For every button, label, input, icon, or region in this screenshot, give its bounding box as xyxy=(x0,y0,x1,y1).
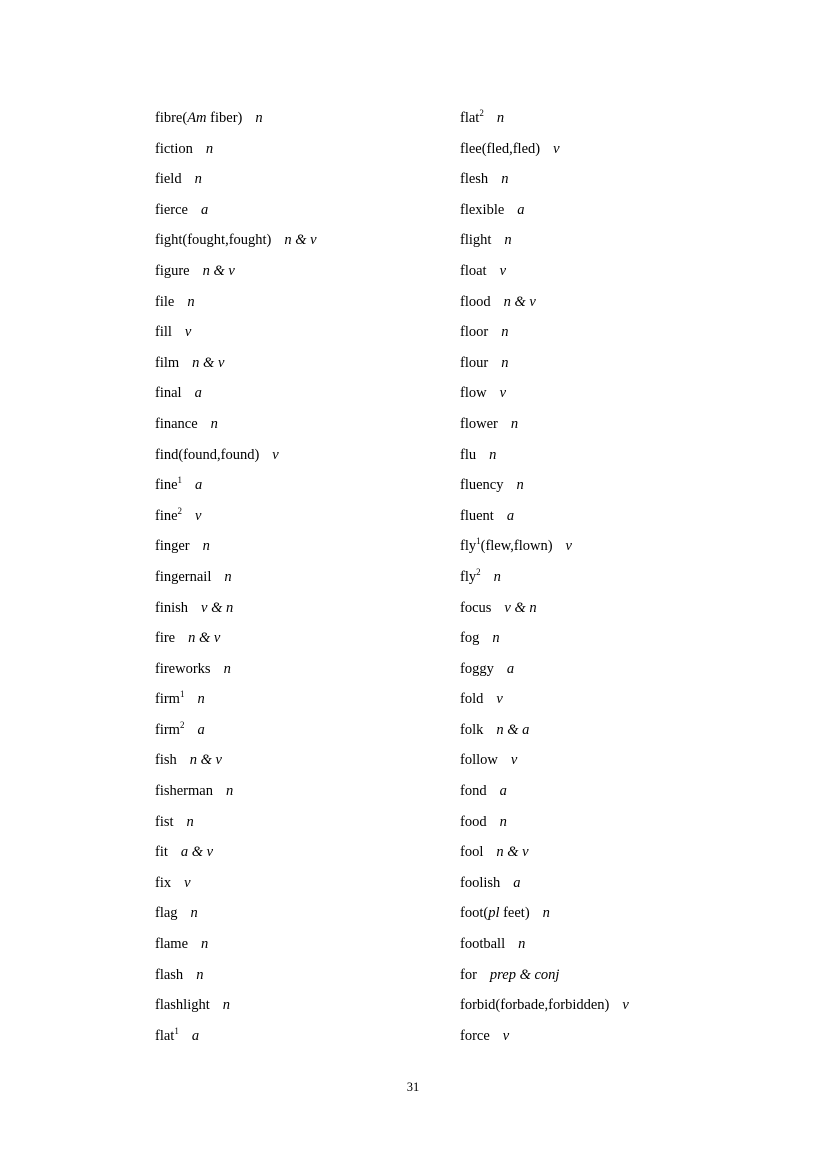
entry-word xyxy=(155,1025,179,1044)
entry-word-text: football xyxy=(460,936,506,953)
entry-word xyxy=(460,202,504,218)
entry-word-text: flexible xyxy=(460,201,505,218)
word-entry xyxy=(460,841,790,872)
entry-word xyxy=(460,355,488,371)
entry-word-text: flood xyxy=(460,293,491,310)
entry-word-text: fool xyxy=(460,844,484,861)
word-list-column-left xyxy=(155,107,455,1055)
entry-word xyxy=(460,997,609,1013)
entry-word xyxy=(155,967,183,983)
entry-word xyxy=(155,263,190,279)
entry-word-text: foggy xyxy=(460,660,494,677)
entry-word-text: fly xyxy=(460,538,477,555)
word-entry xyxy=(460,138,790,169)
entry-pos: n xyxy=(202,538,210,555)
word-entry xyxy=(460,872,790,903)
entry-word xyxy=(460,508,494,524)
word-entry xyxy=(155,413,455,444)
entry-pos: n xyxy=(197,691,205,708)
entry-word-text: fist xyxy=(155,813,174,830)
entry-word xyxy=(155,630,175,646)
word-entry xyxy=(460,199,790,230)
entry-word-italic: Am xyxy=(187,110,207,126)
word-entry xyxy=(155,535,455,566)
entry-word-text: field xyxy=(155,171,182,188)
entry-word xyxy=(155,324,172,340)
entry-word-text: flash xyxy=(155,966,184,983)
entry-pos: n xyxy=(186,813,194,830)
entry-word xyxy=(460,691,483,707)
entry-word xyxy=(155,232,271,248)
word-entry xyxy=(460,597,790,628)
word-entry xyxy=(155,749,455,780)
entry-pos: v xyxy=(622,997,629,1014)
entry-word xyxy=(155,447,259,463)
entry-word xyxy=(460,538,553,554)
word-entry xyxy=(460,413,790,444)
entry-word xyxy=(460,783,487,799)
entry-superscript: 1 xyxy=(476,536,481,547)
entry-word xyxy=(460,385,487,401)
entry-word-text: fly xyxy=(460,568,477,585)
entry-pos: a xyxy=(197,721,205,738)
entry-word xyxy=(460,967,477,983)
entry-pos: n & v xyxy=(202,262,235,279)
entry-pos: n & v xyxy=(188,630,221,647)
entry-word-text: folk xyxy=(460,721,484,738)
entry-superscript: 1 xyxy=(174,1025,179,1036)
entry-word-text: flight xyxy=(460,232,492,249)
entry-pos: n xyxy=(194,171,202,188)
entry-pos: n xyxy=(501,171,509,188)
entry-word xyxy=(460,416,498,432)
entry-word-text: flesh xyxy=(460,171,489,188)
entry-superscript: 1 xyxy=(179,689,185,700)
entry-pos: v xyxy=(272,446,279,463)
entry-pos: a xyxy=(201,201,209,218)
word-entry xyxy=(155,321,455,352)
entry-word-text: feet) xyxy=(499,905,530,922)
word-entry xyxy=(155,902,455,933)
entry-pos: a xyxy=(194,385,202,402)
word-entry xyxy=(460,474,790,505)
entry-word xyxy=(155,505,183,524)
entry-word-text: fish xyxy=(155,752,177,769)
word-entry xyxy=(155,229,455,260)
entry-pos: v xyxy=(502,1027,510,1044)
entry-word-text: fluency xyxy=(460,477,504,494)
entry-word-text: flame xyxy=(155,936,189,953)
entry-word xyxy=(155,416,198,432)
word-entry xyxy=(155,627,455,658)
entry-pos: n & v xyxy=(496,844,529,861)
entry-word xyxy=(155,722,184,738)
entry-word xyxy=(460,294,491,310)
entry-pos: n xyxy=(518,936,526,953)
entry-word-text: fill xyxy=(155,324,172,341)
entry-pos: n xyxy=(201,936,209,953)
entry-word-text: finish xyxy=(155,599,189,616)
entry-superscript: 2 xyxy=(479,108,484,119)
entry-pos: n xyxy=(501,354,509,371)
word-entry xyxy=(155,719,455,750)
entry-word xyxy=(155,477,182,493)
entry-word xyxy=(155,691,184,707)
word-entry xyxy=(460,627,790,658)
entry-word xyxy=(155,997,210,1013)
entry-word xyxy=(155,752,177,768)
word-entry xyxy=(155,872,455,903)
entry-pos: prep & conj xyxy=(489,966,560,983)
entry-word xyxy=(155,661,211,677)
entry-word-text: fine xyxy=(155,477,178,494)
entry-pos: n & v xyxy=(189,752,222,769)
entry-pos: n xyxy=(187,293,195,310)
word-entry xyxy=(155,291,455,322)
entry-word xyxy=(460,875,500,891)
word-entry xyxy=(460,260,790,291)
entry-word-text: fold xyxy=(460,691,484,708)
entry-pos: a xyxy=(499,783,507,800)
entry-word-text: fond xyxy=(460,783,487,800)
word-entry xyxy=(460,382,790,413)
entry-pos: a xyxy=(517,201,525,218)
word-entry xyxy=(155,811,455,842)
entry-pos: a xyxy=(195,477,203,494)
entry-pos: a xyxy=(191,1027,200,1044)
entry-pos: v xyxy=(565,538,572,555)
entry-word xyxy=(460,171,488,187)
entry-pos: n & a xyxy=(496,721,530,738)
entry-word-text: firm xyxy=(155,691,180,708)
entry-superscript: 1 xyxy=(177,475,183,486)
entry-word xyxy=(155,936,188,952)
word-entry xyxy=(155,505,455,536)
entry-word xyxy=(460,1028,490,1044)
entry-word-text: fingernail xyxy=(155,568,212,585)
entry-word-text: final xyxy=(155,385,182,402)
entry-pos: n xyxy=(222,997,231,1014)
entry-superscript: 2 xyxy=(177,505,183,516)
entry-word-text: file xyxy=(155,293,175,310)
word-entry xyxy=(155,994,455,1025)
word-entry xyxy=(155,964,455,995)
entry-pos: v & n xyxy=(504,599,537,616)
entry-pos: n xyxy=(516,477,524,494)
entry-word-text: food xyxy=(460,813,487,830)
entry-word-text: (flew,flown) xyxy=(480,538,553,555)
word-entry xyxy=(460,505,790,536)
entry-pos: v & n xyxy=(201,599,234,616)
word-entry xyxy=(460,352,790,383)
entry-pos: v xyxy=(499,262,507,279)
entry-word-text: fisherman xyxy=(155,783,213,800)
entry-pos: n xyxy=(196,966,204,983)
entry-word-italic: pl xyxy=(488,905,500,922)
word-entry xyxy=(460,719,790,750)
entry-pos: n xyxy=(205,140,214,157)
entry-word-text: flour xyxy=(460,354,489,371)
entry-word xyxy=(460,630,479,646)
entry-word-text: fit xyxy=(155,844,168,861)
entry-pos: n xyxy=(499,813,507,830)
entry-pos: v xyxy=(510,752,518,769)
entry-word-text: float xyxy=(460,262,487,279)
word-entry xyxy=(155,138,455,169)
entry-word xyxy=(460,814,487,830)
word-entry xyxy=(155,352,455,383)
word-entry xyxy=(155,199,455,230)
entry-word-text: fireworks xyxy=(155,660,211,677)
entry-word-text: flu xyxy=(460,446,477,463)
entry-pos: n & v xyxy=(192,354,225,371)
entry-word-text: finger xyxy=(155,538,190,555)
word-entry xyxy=(460,933,790,964)
entry-superscript: 2 xyxy=(179,720,185,731)
word-entry xyxy=(155,260,455,291)
entry-word xyxy=(155,538,190,554)
word-entry xyxy=(460,566,790,597)
entry-word xyxy=(460,569,481,585)
entry-pos: n xyxy=(501,324,509,341)
entry-word-text: flashlight xyxy=(155,997,210,1014)
entry-word xyxy=(155,110,242,126)
entry-pos: v xyxy=(184,324,192,341)
entry-word xyxy=(460,232,491,248)
word-entry xyxy=(155,658,455,689)
entry-word xyxy=(460,447,476,463)
entry-pos: n xyxy=(496,110,505,126)
entry-word-text: floor xyxy=(460,324,489,341)
entry-word xyxy=(155,141,193,157)
entry-word-text: foolish xyxy=(460,874,501,891)
entry-pos: n xyxy=(493,568,501,585)
entry-pos: n xyxy=(510,415,519,432)
entry-word xyxy=(155,600,188,616)
entry-word-text: fluent xyxy=(460,507,494,524)
word-entry xyxy=(460,535,790,566)
entry-pos: a & v xyxy=(180,844,214,861)
entry-word xyxy=(460,324,488,340)
entry-pos: v xyxy=(184,874,191,891)
entry-pos: n & v xyxy=(284,232,317,249)
entry-pos: n xyxy=(492,630,500,647)
word-entry xyxy=(155,597,455,628)
entry-pos: n xyxy=(224,568,232,585)
entry-pos: a xyxy=(506,660,515,677)
word-entry xyxy=(460,1025,790,1056)
word-entry xyxy=(460,229,790,260)
word-entry xyxy=(155,107,455,138)
word-entry xyxy=(155,933,455,964)
entry-word-text: figure xyxy=(155,262,190,279)
word-entry xyxy=(155,841,455,872)
entry-word-text: for xyxy=(460,966,477,983)
entry-word-text: flat xyxy=(155,1027,175,1044)
word-list-column-right xyxy=(460,107,790,1055)
entry-word xyxy=(460,600,491,616)
entry-word xyxy=(155,783,213,799)
entry-word-text: foot( xyxy=(460,905,489,922)
entry-word-text: flower xyxy=(460,415,498,432)
word-entry xyxy=(460,168,790,199)
entry-word xyxy=(155,355,179,371)
word-entry xyxy=(155,688,455,719)
entry-pos: n xyxy=(504,232,512,249)
entry-word-text: force xyxy=(460,1027,490,1044)
entry-word-text: flow xyxy=(460,385,487,402)
entry-pos: v xyxy=(496,691,503,708)
entry-word-text: follow xyxy=(460,752,498,769)
entry-word xyxy=(155,905,178,921)
entry-word xyxy=(155,171,182,187)
entry-pos: v xyxy=(553,140,560,157)
entry-pos: n xyxy=(190,905,198,922)
entry-word-text: forbid(forbade,forbidden) xyxy=(460,997,610,1014)
entry-word xyxy=(155,814,174,830)
word-entry xyxy=(460,444,790,475)
word-entry xyxy=(155,1025,455,1056)
word-entry xyxy=(155,444,455,475)
word-entry xyxy=(460,658,790,689)
entry-word-text: fibre( xyxy=(155,110,188,126)
entry-word xyxy=(460,752,498,768)
entry-pos: v xyxy=(195,507,202,524)
word-entry xyxy=(460,994,790,1025)
entry-word-text: focus xyxy=(460,599,492,616)
word-entry xyxy=(460,321,790,352)
entry-pos: a xyxy=(513,874,521,891)
entry-word xyxy=(460,263,487,279)
entry-word-text: flat xyxy=(460,110,480,126)
word-entry xyxy=(460,749,790,780)
entry-word-text: fight(fought,fought) xyxy=(155,232,272,249)
entry-pos: n xyxy=(223,660,231,677)
entry-word xyxy=(155,202,188,218)
word-entry xyxy=(460,291,790,322)
entry-word xyxy=(460,477,503,493)
entry-pos: n xyxy=(225,783,234,800)
entry-word-text: fine xyxy=(155,507,178,524)
entry-word xyxy=(155,385,182,401)
entry-word-text: firm xyxy=(155,721,180,738)
word-entry xyxy=(460,902,790,933)
entry-word xyxy=(460,661,494,677)
word-entry xyxy=(155,566,455,597)
entry-pos: n xyxy=(542,905,550,922)
entry-word xyxy=(460,110,484,126)
entry-pos: n & v xyxy=(503,293,536,310)
entry-pos: n xyxy=(210,415,218,432)
entry-word-text: finance xyxy=(155,415,198,432)
page-number: 31 xyxy=(406,1080,420,1094)
entry-word-text: fiber) xyxy=(206,110,243,126)
entry-word-text: find(found,found) xyxy=(155,446,260,463)
entry-word-text: fix xyxy=(155,874,172,891)
word-entry xyxy=(155,780,455,811)
word-entry xyxy=(155,168,455,199)
entry-word xyxy=(460,844,483,860)
word-entry xyxy=(460,780,790,811)
word-entry xyxy=(460,964,790,995)
entry-word-text: fierce xyxy=(155,201,188,218)
entry-word xyxy=(460,905,530,921)
entry-pos: v xyxy=(499,385,507,402)
entry-word-text: fiction xyxy=(155,140,193,157)
entry-word xyxy=(155,875,171,891)
entry-word-text: fire xyxy=(155,630,176,647)
entry-word-text: film xyxy=(155,354,180,371)
entry-pos: n xyxy=(255,110,263,126)
entry-word-text: flag xyxy=(155,905,178,922)
entry-word-text: fog xyxy=(460,630,480,647)
entry-word xyxy=(155,844,168,860)
entry-word xyxy=(460,141,540,157)
word-entry xyxy=(460,688,790,719)
entry-word xyxy=(155,294,174,310)
entry-pos: a xyxy=(506,507,515,524)
word-entry xyxy=(460,107,790,138)
entry-word-text: flee(fled,fled) xyxy=(460,140,541,157)
entry-pos: n xyxy=(489,446,497,463)
word-entry xyxy=(155,382,455,413)
entry-word xyxy=(460,936,505,952)
entry-word xyxy=(460,722,483,738)
entry-superscript: 2 xyxy=(476,567,481,578)
entry-word xyxy=(155,569,211,585)
word-entry xyxy=(155,474,455,505)
word-entry xyxy=(460,811,790,842)
